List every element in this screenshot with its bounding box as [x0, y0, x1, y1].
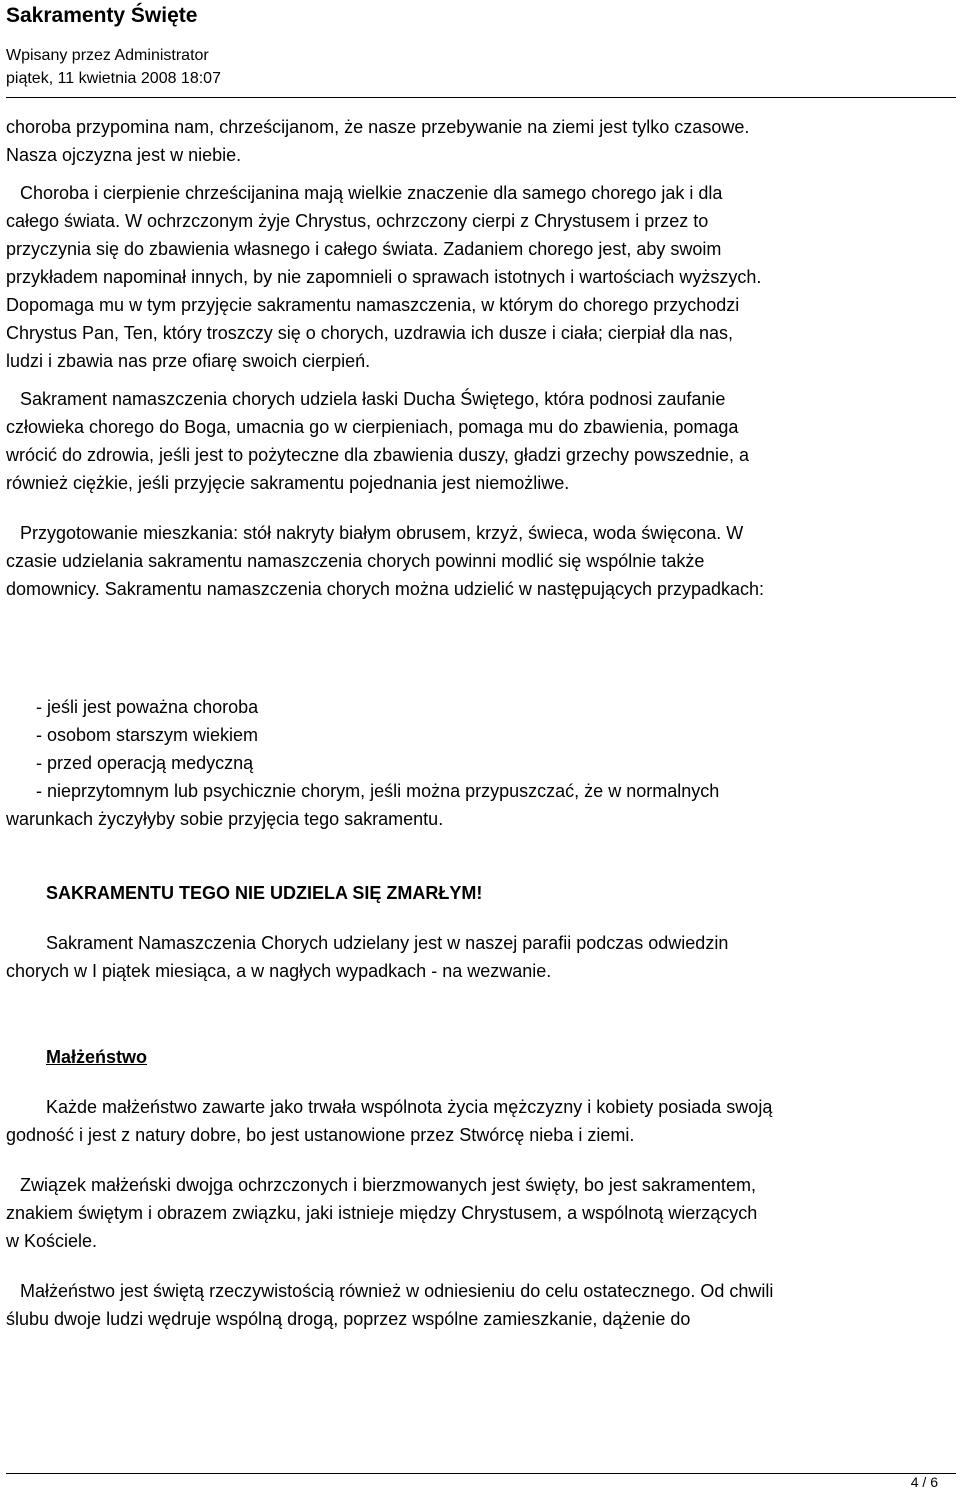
- header-divider: [6, 97, 956, 98]
- text-line: domownicy. Sakramentu namaszczenia chorych można udzielić w następujących przypadkach:: [6, 579, 765, 599]
- text-line: również ciężkie, jeśli przyjęcie sakramentu pojednania jest niemożliwe.: [6, 473, 570, 493]
- text-line: ślubu dwoje ludzi wędruje wspólną drogą, poprzez wspólne zamieszkanie, dążenie do: [6, 1309, 691, 1329]
- text-line: chorych w I piątek miesiąca, a w nagłych wypadkach - na wezwanie.: [6, 961, 552, 981]
- list-item: - osobom starszym wiekiem: [36, 725, 259, 745]
- list-item: - nieprzytomnym lub psychicznie chorym, jeśli można przypuszczać, że w normalnych: [36, 781, 720, 801]
- text-line: Choroba i cierpienie chrześcijanina mają wielkie znaczenie dla samego chorego jak i dla: [20, 183, 723, 203]
- paragraph-2: [6, 179, 958, 375]
- text-line: całego świata. W ochrzczonym żyje Chrystus, ochrzczony cierpi z Chrystusem i przez to: [6, 211, 709, 231]
- text-line: ludzi i zbawia nas prze ofiarę swoich cierpień.: [6, 351, 371, 371]
- text-line: choroba przypomina nam, chrześcijanom, że nasze przebywanie na ziemi jest tylko czasowe.: [6, 117, 750, 137]
- list-item: - jeśli jest poważna choroba: [36, 697, 259, 717]
- text-line: Każde małżeństwo zawarte jako trwała wspólnota życia mężczyzny i kobiety posiada swoją: [46, 1097, 773, 1117]
- text-line: Nasza ojczyzna jest w niebie.: [6, 145, 242, 165]
- section-heading-marriage: Małżeństwo: [46, 1047, 148, 1067]
- text-line: w Kościele.: [6, 1231, 98, 1251]
- article-body: [6, 113, 958, 1333]
- text-line: Dopomaga mu w tym przyjęcie sakramentu namaszczenia, w którym do chorego przychodzi: [6, 295, 740, 315]
- list-item: - przed operacją medyczną: [36, 753, 254, 773]
- text-line: godność i jest z natury dobre, bo jest ustanowione przez Stwórcę nieba i ziemi.: [6, 1125, 635, 1145]
- text-line: Małżeństwo jest świętą rzeczywistością również w odniesieniu do celu ostatecznego. Od chwili: [20, 1281, 774, 1301]
- paragraph-1: [6, 113, 958, 169]
- text-line: Przygotowanie mieszkania: stół nakryty białym obrusem, krzyż, świeca, woda święcona. W: [20, 523, 744, 543]
- page-number: 4 / 6: [910, 1474, 938, 1490]
- text-line: przykładem napominał innych, by nie zapomnieli o sprawach istotnych i wartościach wyższych.: [6, 267, 762, 287]
- cases-list: [6, 693, 958, 833]
- paragraph-3: [6, 385, 958, 497]
- page-title: Sakramenty Święte: [6, 4, 198, 27]
- text-line: Sakrament namaszczenia chorych udziela łaski Ducha Świętego, która podnosi zaufanie: [20, 389, 726, 409]
- text-line: wrócić do zdrowia, jeśli jest to pożyteczne dla zbawienia duszy, gładzi grzechy powszednie, a: [6, 445, 750, 465]
- list-item-continuation: warunkach życzyłyby sobie przyjęcia tego sakramentu.: [6, 809, 444, 829]
- author-line: Wpisany przez Administrator: [6, 47, 209, 64]
- paragraph-6: [6, 1093, 958, 1149]
- text-line: znakiem świętym i obrazem związku, jaki istnieje między Chrystusem, a wspólnotą wierzących: [6, 1203, 758, 1223]
- paragraph-4: [6, 519, 958, 603]
- text-line: człowieka chorego do Boga, umacnia go w cierpieniach, pomaga mu do zbawienia, pomaga: [6, 417, 739, 437]
- paragraph-8: [6, 1277, 958, 1333]
- document-header: [6, 0, 956, 90]
- warning-heading: SAKRAMENTU TEGO NIE UDZIELA SIĘ ZMARŁYM!: [46, 883, 483, 903]
- text-line: Związek małżeński dwojga ochrzczonych i bierzmowanych jest święty, bo jest sakramentem,: [20, 1175, 756, 1195]
- text-line: czasie udzielania sakramentu namaszczenia chorych powinni modlić się wspólnie także: [6, 551, 705, 571]
- text-line: Chrystus Pan, Ten, który troszczy się o chorych, uzdrawia ich dusze i ciała; cierpiał dla nas,: [6, 323, 733, 343]
- footer-divider: [6, 1473, 956, 1474]
- date-line: piątek, 11 kwietnia 2008 18:07: [6, 70, 221, 87]
- text-line: Sakrament Namaszczenia Chorych udzielany jest w naszej parafii podczas odwiedzin: [46, 933, 729, 953]
- text-line: przyczynia się do zbawienia własnego i całego świata. Zadaniem chorego jest, aby swoim: [6, 239, 722, 259]
- paragraph-5: [6, 929, 958, 985]
- paragraph-7: [6, 1171, 958, 1255]
